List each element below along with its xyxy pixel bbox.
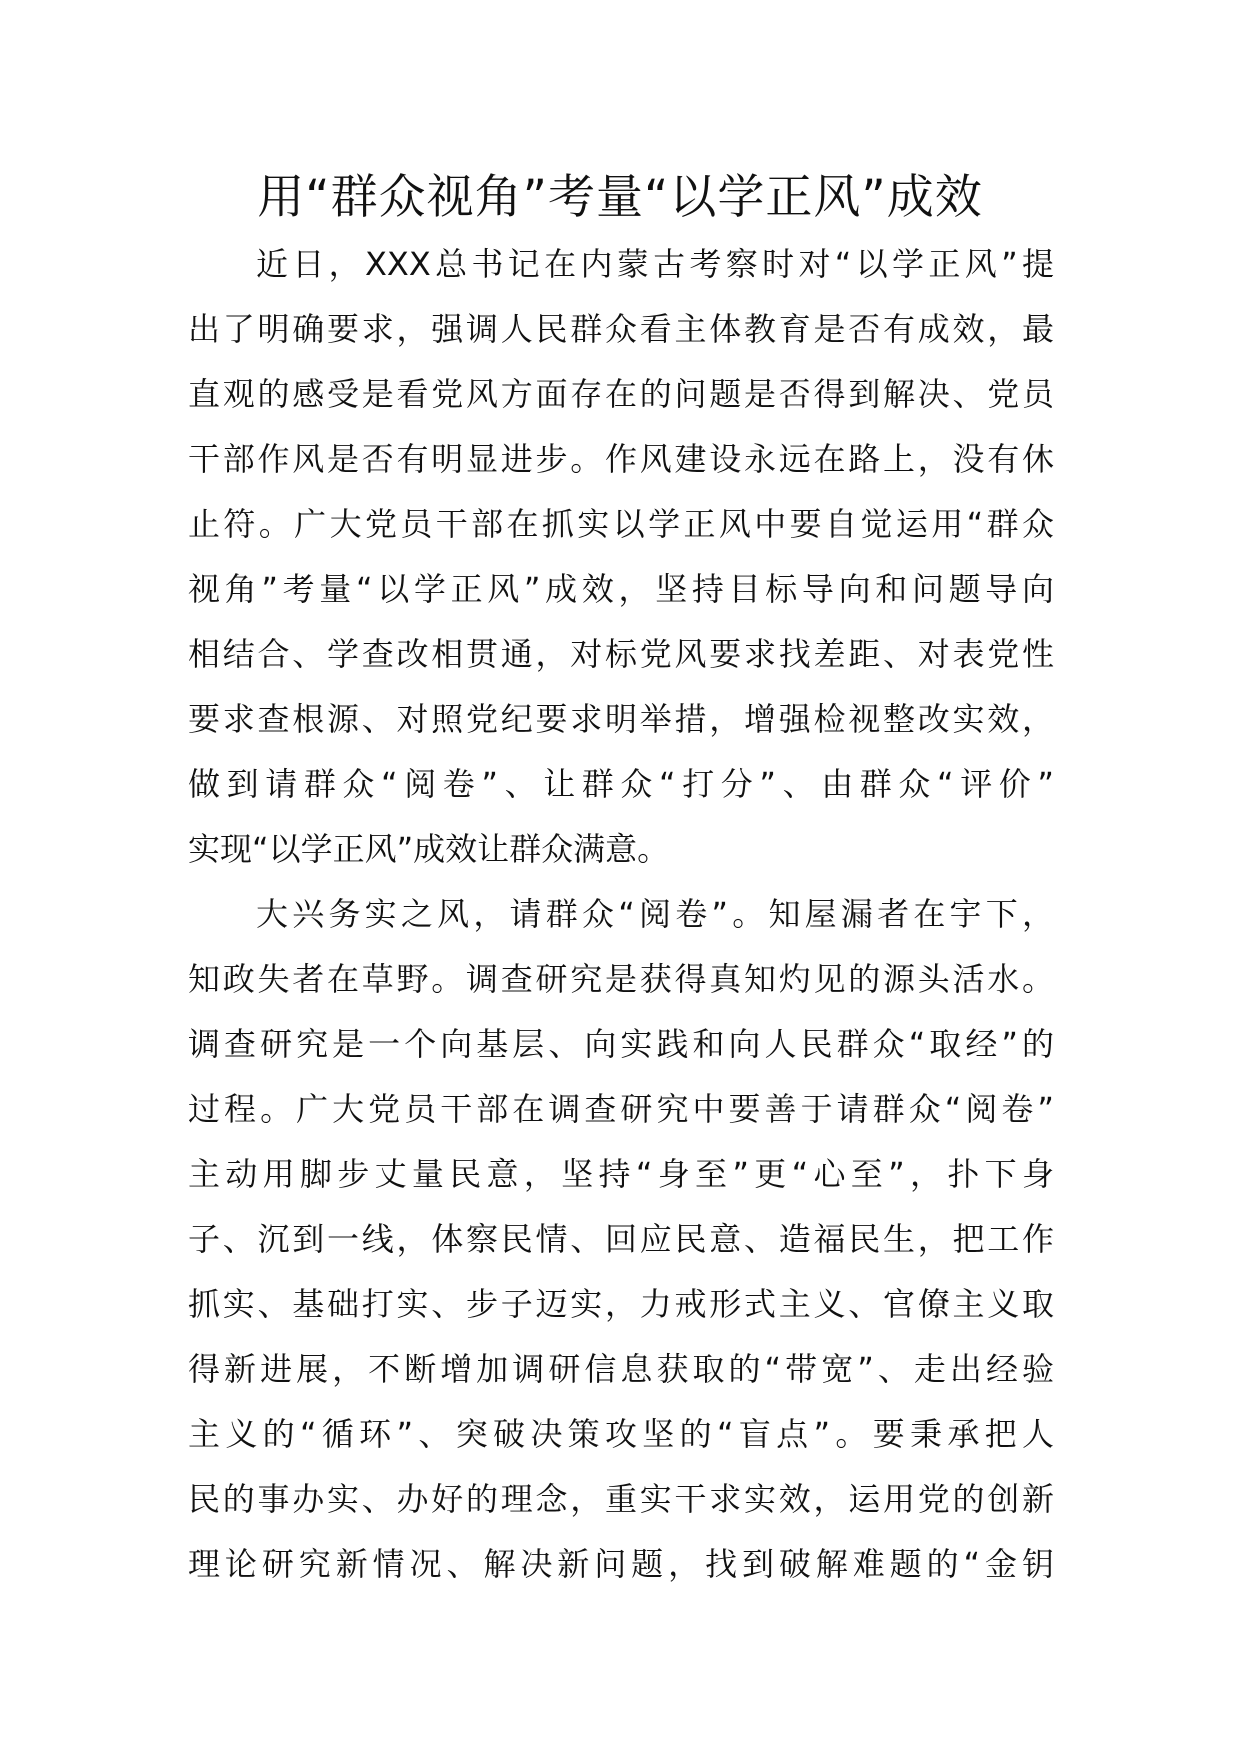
text-line: 止符。广大党员干部在抓实以学正风中要自觉运用“群众: [188, 505, 1054, 543]
text-line: 调查研究是一个向基层、向实践和向人民群众“取经”的: [188, 1025, 1054, 1063]
text-line: 主动用脚步丈量民意，坚持“身至”更“心至”，扑下身: [188, 1155, 1054, 1193]
document-title: 用“群众视角”考量“以学正风”成效: [257, 170, 983, 225]
text-line: 过程。广大党员干部在调查研究中要善于请群众“阅卷”: [188, 1090, 1054, 1128]
text-line: 做到请群众“阅卷”、让群众“打分”、由群众“评价”: [188, 765, 1054, 803]
text-line: 相结合、学查改相贯通，对标党风要求找差距、对表党性: [188, 635, 1054, 673]
text-line: 得新进展，不断增加调研信息获取的“带宽”、走出经验: [188, 1350, 1054, 1388]
text-line: 视角”考量“以学正风”成效，坚持目标导向和问题导向: [188, 570, 1054, 608]
text-line: 子、沉到一线，体察民情、回应民意、造福民生，把工作: [188, 1220, 1054, 1258]
text-line: 主义的“循环”、突破决策攻坚的“盲点”。要秉承把人: [188, 1415, 1054, 1453]
text-line: 实现“以学正风”成效让群众满意。: [188, 830, 670, 868]
text-line: 出了明确要求，强调人民群众看主体教育是否有成效，最: [188, 310, 1054, 348]
text-line: 干部作风是否有明显进步。作风建设永远在路上，没有休: [188, 440, 1054, 478]
text-line: 要求查根源、对照党纪要求明举措，增强检视整改实效，: [188, 700, 1054, 738]
text-line: 知政失者在草野。调查研究是获得真知灼见的源头活水。: [188, 960, 1054, 998]
paragraph-1: [188, 232, 1054, 882]
text-line: 抓实、基础打实、步子迈实，力戒形式主义、官僚主义取: [188, 1285, 1054, 1323]
document-body: [188, 232, 1054, 1597]
text-line: 民的事办实、办好的理念，重实干求实效，运用党的创新: [188, 1480, 1054, 1518]
text-line: 理论研究新情况、解决新问题，找到破解难题的“金钥: [188, 1545, 1054, 1583]
text-line: 近日，XXX总书记在内蒙古考察时对“以学正风”提: [256, 245, 1054, 283]
text-line: 大兴务实之风，请群众“阅卷”。知屋漏者在宇下，: [256, 895, 1054, 933]
text-line: 直观的感受是看党风方面存在的问题是否得到解决、党员: [188, 375, 1054, 413]
paragraph-2: [188, 882, 1054, 1597]
